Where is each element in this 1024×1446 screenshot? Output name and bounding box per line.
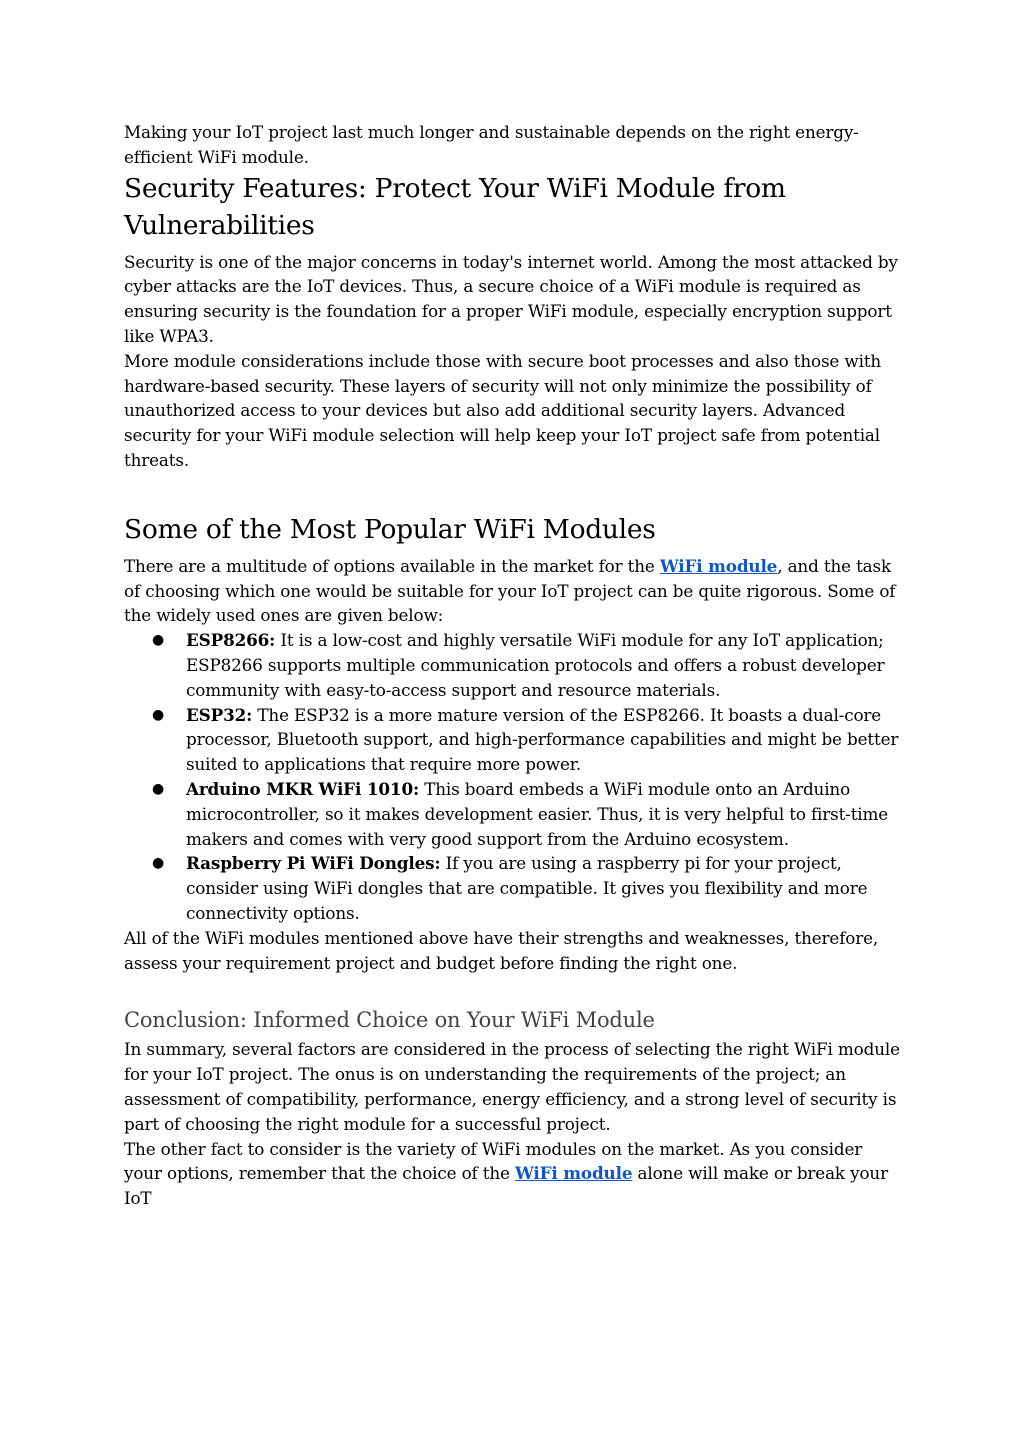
- wifi-module-link[interactable]: WiFi module: [515, 1163, 633, 1184]
- list-item: [124, 851, 902, 925]
- list-item-title: ESP32:: [186, 704, 253, 725]
- popular-modules-heading: Some of the Most Popular WiFi Modules: [124, 513, 656, 545]
- list-item-title: Raspberry Pi WiFi Dongles:: [186, 853, 441, 874]
- list-item: [124, 703, 902, 777]
- list-item-text: It is a low-cost and highly versatile WiFi module for any IoT application; ESP8266 supports multiple communication protocols and offers a robust developer community with easy-to-access support and resource materials.: [186, 630, 885, 700]
- list-item-text: This board embeds a WiFi module onto an Arduino microcontroller, so it makes development easier. Thus, it is very helpful to first-time makers and comes with very good support from the Arduino ecosystem.: [186, 778, 889, 849]
- conclusion-paragraph-2: [124, 1137, 902, 1211]
- wifi-module-link[interactable]: WiFi module: [659, 555, 778, 576]
- popular-intro-text-after: , and the task of choosing which one would be suitable for your IoT project can be quite rigorous. Some of the widely used ones are given below:: [124, 555, 896, 626]
- conclusion-heading: Conclusion: Informed Choice on Your WiFi Module: [124, 1008, 655, 1033]
- security-heading: Security Features: Protect Your WiFi Module from Vulnerabilities: [124, 172, 786, 241]
- conclusion-text-after: alone will make or break your IoT: [124, 1163, 888, 1209]
- conclusion-text-before: The other fact to consider is the variety of WiFi modules on the market. As you consider your options, remember that the choice of the: [124, 1138, 863, 1184]
- bullet-icon: ●: [152, 706, 165, 723]
- bullet-icon: ●: [152, 780, 165, 797]
- list-item: [124, 628, 902, 702]
- popular-closing-paragraph: All of the WiFi modules mentioned above have their strengths and weaknesses, therefore, assess your requirement project and budget before finding the right one.: [124, 927, 879, 973]
- popular-modules-intro: [124, 554, 902, 628]
- security-paragraph-1: Security is one of the major concerns in today's internet world. Among the most attacked by cyber attacks are the IoT devices. Thus, a secure choice of a WiFi module is required as ensuring security is the foundation for a proper WiFi module, especially encryption support like WPA3.: [124, 251, 898, 346]
- list-item-title: Arduino MKR WiFi 1010:: [186, 778, 420, 799]
- bullet-icon: ●: [152, 632, 165, 649]
- bullet-icon: ●: [152, 855, 165, 872]
- security-paragraph-2: More module considerations include those with secure boot processes and also those with hardware-based security. These layers of security will not only minimize the possibility of unauthorized access to your devices but also add additional security layers. Advanced security for your WiFi module selection will help keep your IoT project safe from potential threats.: [124, 350, 882, 470]
- list-item: [124, 777, 902, 851]
- list-item-title: ESP8266:: [186, 630, 276, 651]
- conclusion-paragraph-1: In summary, several factors are considered in the process of selecting the right WiFi module for your IoT project. The onus is on understanding the requirements of the project; an assessment of compatibility, performance, energy efficiency, and a strong level of security is part of choosing the right module for a successful project.: [124, 1039, 900, 1134]
- intro-paragraph: Making your IoT project last much longer and sustainable depends on the right energy-efficient WiFi module.: [124, 122, 859, 167]
- document-page: [124, 120, 902, 1211]
- list-item-text: If you are using a raspberry pi for your project, consider using WiFi dongles that are compatible. It gives you flexibility and more connectivity options.: [186, 853, 868, 923]
- popular-intro-text-before: There are a multitude of options available in the market for the: [124, 555, 660, 576]
- module-list: [124, 628, 902, 926]
- list-item-text: The ESP32 is a more mature version of the ESP8266. It boasts a dual-core processor, Bluetooth support, and high-performance capabilities and might be better suited to applications that require more power.: [186, 704, 899, 775]
